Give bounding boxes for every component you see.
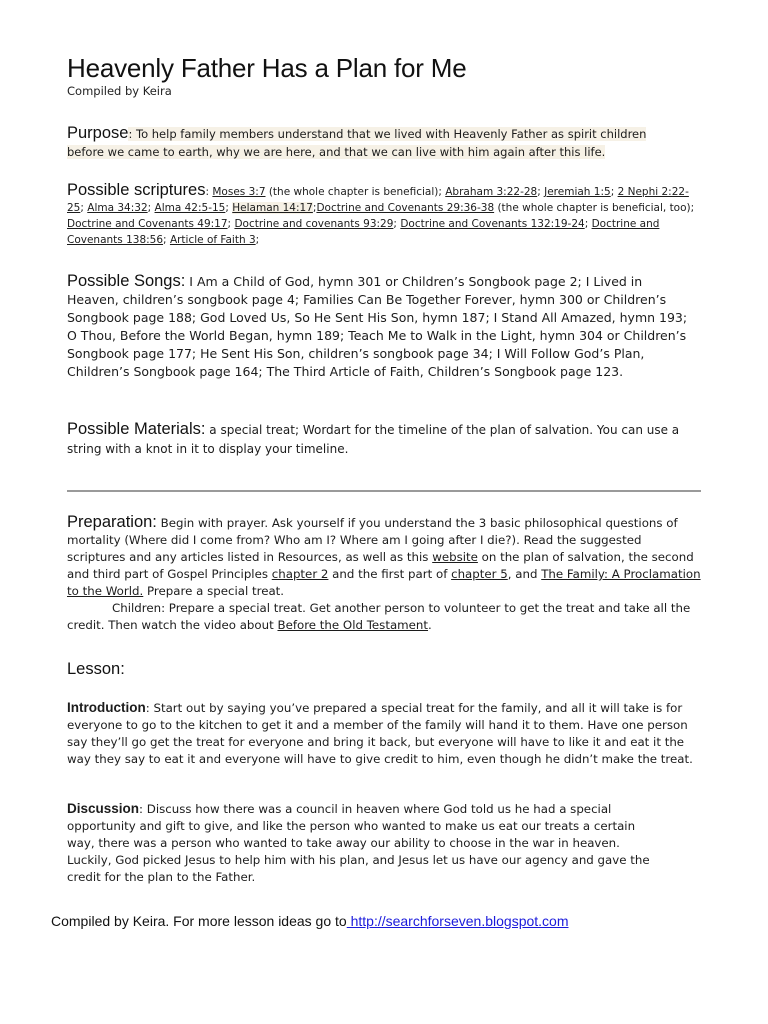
children-text: Children: Prepare a special treat. Get another person to volunteer to get the treat and take all the credit. Then watch the video about xyxy=(67,601,691,632)
songs-section xyxy=(67,272,697,381)
preparation-text: , and xyxy=(507,567,542,581)
scripture-link[interactable]: Alma 42:5-15 xyxy=(154,202,226,214)
separator-text: ; xyxy=(80,202,88,214)
purpose-text-line2: before we came to earth, why we are here, and that we can live with him again after this life. xyxy=(67,145,606,159)
chapter-5-link[interactable]: chapter 5 xyxy=(451,567,508,581)
materials-section xyxy=(67,420,697,459)
separator-text: ; xyxy=(227,218,235,230)
preparation-heading: Preparation: xyxy=(67,513,157,531)
separator-text: ; xyxy=(147,202,155,214)
scripture-note: (the whole chapter is beneficial); xyxy=(265,186,446,198)
separator-text: ; xyxy=(312,202,317,214)
introduction-label: Introduction xyxy=(67,700,146,715)
scripture-link[interactable]: Moses 3:7 xyxy=(212,186,266,198)
scripture-link[interactable]: Jeremiah 1:5 xyxy=(544,186,611,198)
footer-text: Compiled by Keira. For more lesson ideas go to xyxy=(51,913,347,929)
scripture-link[interactable]: Doctrine and Covenants 138:56 xyxy=(67,218,660,246)
preparation-text: Begin with prayer. Ask yourself if you understand the 3 basic philosophical questions of mortality (Where did I come from? Who am I? Where am I going after I die?). Read the suggested scriptures and any articles listed in Resources, as well as this xyxy=(67,516,678,564)
purpose-heading: Purpose xyxy=(67,124,129,142)
scripture-link[interactable]: Helaman 14:17 xyxy=(232,202,313,214)
scripture-note: (the whole chapter is beneficial, too); xyxy=(494,202,695,214)
scripture-link[interactable]: Alma 34:32 xyxy=(87,202,148,214)
section-divider xyxy=(67,490,701,492)
lesson-heading: Lesson: xyxy=(67,660,125,678)
document-page xyxy=(67,52,703,884)
scripture-link[interactable]: Doctrine and covenants 93:29 xyxy=(234,218,394,230)
video-link[interactable]: Before the Old Testament xyxy=(277,618,429,632)
purpose-text-line1: : To help family members understand that we lived with Heavenly Father as spirit children xyxy=(128,127,647,141)
family-proclamation-link[interactable]: The Family: A Proclamation to the World. xyxy=(67,567,701,598)
materials-text: a special treat; Wordart for the timeline of the plan of salvation. You can use a string with a knot in it to display your timeline. xyxy=(67,423,680,456)
website-link[interactable]: website xyxy=(432,550,478,564)
separator-text: ; xyxy=(537,186,545,198)
purpose-section xyxy=(67,124,687,161)
children-paragraph xyxy=(67,600,703,634)
scripture-link[interactable]: Article of Faith 3 xyxy=(169,234,256,246)
discussion-text: : Discuss how there was a council in heaven where God told us he had a special opportunity and gift to give, and like the person who wanted to make us eat our treats a certain way, there was a person who wanted to take away our ability to choose in the war in heaven. Luckily, God picked Jesus to help him with his plan, and Jesus let us have our agency and gave the credit for the plan to the Father. xyxy=(67,802,650,884)
separator-text: ; xyxy=(163,234,170,246)
page-title: Heavenly Father Has a Plan for Me xyxy=(67,53,467,83)
scripture-link[interactable]: Abraham 3:22-28 xyxy=(445,186,538,198)
scripture-link[interactable]: 2 Nephi 2:22-25 xyxy=(67,186,689,214)
preparation-text: and the first part of xyxy=(328,567,452,581)
preparation-section xyxy=(67,514,703,634)
blog-link[interactable]: http://searchforseven.blogspot.com xyxy=(346,913,569,929)
preparation-text: Prepare a special treat. xyxy=(143,584,285,598)
scripture-link[interactable]: Doctrine and Covenants 132:19-24 xyxy=(400,218,585,230)
separator-text: ; xyxy=(610,186,618,198)
separator-text: ; xyxy=(584,218,592,230)
scriptures-heading: Possible scriptures xyxy=(67,181,206,199)
chapter-2-link[interactable]: chapter 2 xyxy=(271,567,329,581)
introduction-paragraph xyxy=(67,699,703,768)
period-text: . xyxy=(428,618,432,632)
materials-heading: Possible Materials: xyxy=(67,420,206,438)
separator-text: ; xyxy=(225,202,233,214)
page-subtitle: Compiled by Keira xyxy=(67,84,172,98)
preparation-text: on the plan of salvation, the second and third part of Gospel Principles xyxy=(67,550,694,581)
page-footer xyxy=(51,913,569,929)
introduction-text: : Start out by saying you’ve prepared a special treat for the family, and all it will take is for everyone to go to the kitchen to get it and a member of the family will hand it to them. Have one person say they’ll go get the treat for everyone and bring it back, but everyone will have to like it and eat it the way they say to eat it and everyone will have to give credit to him, even though he didn’t make the treat. xyxy=(67,701,693,766)
scripture-link[interactable]: Doctrine and Covenants 29:36-38 xyxy=(316,202,495,214)
songs-text: I Am a Child of God, hymn 301 or Children’s Songbook page 2; I Lived in Heaven, children’s songbook page 4; Families Can Be Together Forever, hymn 300 or Children’s Songbook page 188; God Loved Us, So He Sent His Son, hymn 187; I Stand All Amazed, hymn 193; O Thou, Before the World Began, hymn 189; Teach Me to Walk in the Light, hymn 304 or Children’s Songbook page 177; He Sent His Son, children’s songbook page 34; I Will Follow God’s Plan, Children’s Songbook page 164; The Third Article of Faith, Children’s Songbook page 123. xyxy=(67,274,688,379)
songs-heading: Possible Songs: xyxy=(67,272,186,290)
separator-text: : xyxy=(205,186,213,198)
separator-text: ; xyxy=(255,234,260,246)
separator-text: ; xyxy=(393,218,401,230)
discussion-paragraph xyxy=(67,800,657,886)
discussion-label: Discussion xyxy=(67,801,140,816)
scriptures-section xyxy=(67,182,703,248)
scripture-link[interactable]: Doctrine and Covenants 49:17 xyxy=(67,218,228,230)
